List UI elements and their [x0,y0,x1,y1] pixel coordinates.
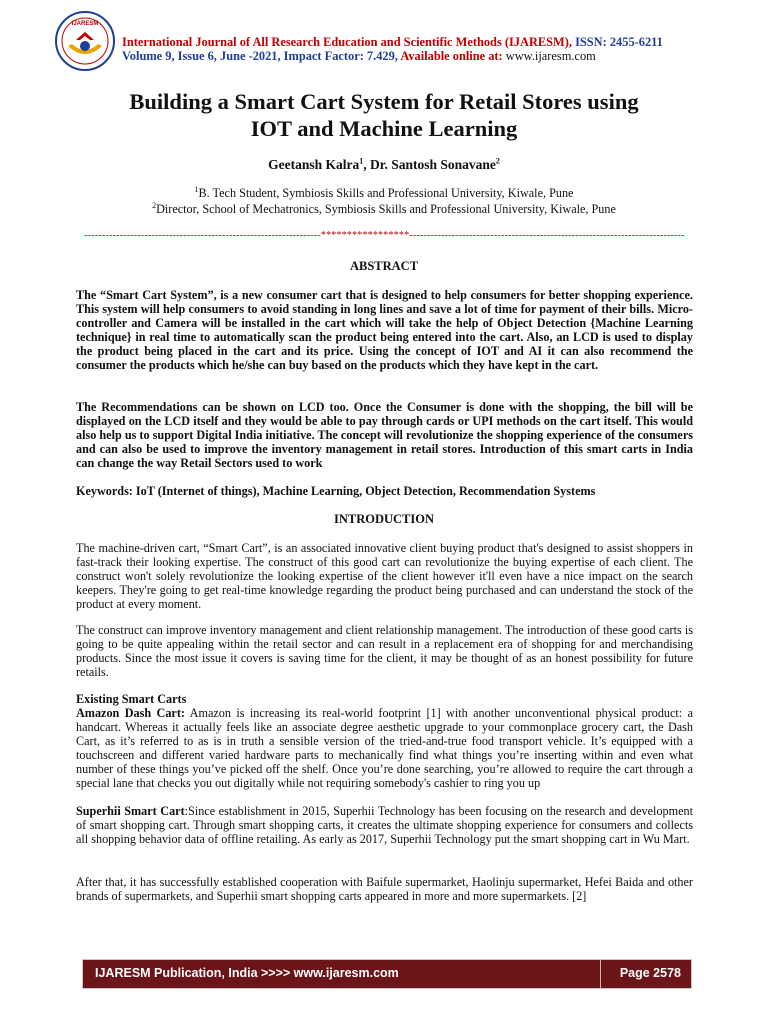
keywords: Keywords: IoT (Internet of things), Machine Learning, Object Detection, Recommendation Systems [76,484,596,498]
journal-name: International Journal of All Research Education and Scientific Methods (IJARESM), [122,35,572,49]
logo-text: IJARESM [71,21,99,27]
authors [0,157,768,173]
title-line-2: IOT and Machine Learning [250,116,518,141]
abstract-heading: ABSTRACT [349,259,419,273]
introduction-heading: INTRODUCTION [333,512,434,526]
affiliation-2-sup: 2 [152,200,157,210]
intro-paragraph-2: The construct can improve inventory management and client relationship management. The introduction of these good carts is going to be quite appealing within the retail sector and can result in a replacement era of shopping for and merchandising products. Since the most issue it covers is saving time for the client, it may be thought of as an honest possibility for future retails. [76,623,693,680]
affiliation-1-sup: 1 [194,184,199,194]
journal-url[interactable]: www.ijaresm.com [502,49,596,63]
author-1: Geetansh Kalra [268,157,360,172]
affiliation-1-text: B. Tech Student, Symbiosis Skills and Professional University, Kiwale, Pune [198,186,574,200]
journal-issn: ISSN: 2455-6211 [571,35,663,49]
superhii-paragraph [76,804,693,846]
page-footer [82,959,692,989]
superhii-label: Superhii Smart Cart [76,804,185,818]
affiliation-2 [0,202,768,217]
journal-logo [54,10,116,72]
footer-publisher[interactable]: IJARESM Publication, India >>>> www.ijaresm.com [95,966,399,980]
author-2: , Dr. Santosh Sonavane [363,157,496,172]
journal-volume: Volume 9, Issue 6, June -2021, Impact Factor: 7.429, [122,49,398,63]
amazon-dash-text: Amazon is increasing its real-world footprint [1] with another unconventional physical product: a handcart. Whereas it actually feels like an associate degree aesthetic upgrade to your commonplace grocery cart, the Dash Cart, as it’s referred to as is in truth a sensible version of the tried-and-true food transport vehicle. It’s equipped with a touchscreen and different varied hardware parts to mechanically find what things you’re inserting within and even what number of these things you’ve picked off the shelf. Once you’re done searching, you’re allowed to require the cart through a special lane that checks you out digitally while not requiring somebody's cashier to ring you up [76,706,693,791]
footer-page-number: Page 2578 [619,966,681,980]
abstract-paragraph-1: The “Smart Cart System”, is a new consumer cart that is designed to help consumers for better shopping experience. This system will help consumers to avoid standing in long lines and save a lot of time for payment of their bills. Micro-controller and Camera will be installed in the cart which will take the help of Object Detection {Machine Learning technique} in real time to automatically scan the product being entered into the cart. Also, an LCD is used to display the product being placed in the cart and its price. Using the concept of IOT and AI it can also recommend the consumer the products which he/she can buy based on the products which they have kept in the cart. [76,288,693,373]
section-divider: -------------------------------------------------------------------*****************------------------------------------------------------------------------------ [84,230,685,241]
amazon-dash-paragraph [76,706,693,791]
footer-separator [600,960,601,988]
affiliation-1 [0,186,768,201]
author-1-sup: 1 [359,156,364,166]
title-line-1: Building a Smart Cart System for Retail Stores using [129,89,639,114]
paper-title [40,88,728,142]
superhii-text: :Since establishment in 2015, Superhii Technology has been focusing on the research and development of smart shopping cart. Through smart shopping carts, it creates the ultimate shopping experience for consumers and collects all shopping behavior data of offline retailing. As early as 2017, Superhii Technology put the smart shopping cart in Wu Mart. [76,804,693,847]
existing-smart-carts-heading: Existing Smart Carts [76,692,187,706]
author-2-sup: 2 [495,156,500,166]
available-online: Available online at: [397,49,503,63]
intro-paragraph-after: After that, it has successfully established cooperation with Baifule supermarket, Haolinju supermarket, Hefei Baida and other brands of supermarkets, and Superhii smart shopping carts appeared in more and more supermarkets. [2] [76,875,693,904]
intro-paragraph-1: The machine-driven cart, “Smart Cart”, is an associated innovative client buying product that's designed to assist shoppers in fast-track their looking expertise. The construct of this good cart can revolutionize the buying expertise of each client. The construct won't solely revolutionize the looking expertise of the client however it'll even have a nice impact on the search keepers. They're going to get real-time knowledge regarding the product being purchased and can understand the stock of the product at every moment. [76,541,693,612]
affiliation-2-text: Director, School of Mechatronics, Symbiosis Skills and Professional University, Kiwale, Pune [156,202,616,216]
abstract-paragraph-2: The Recommendations can be shown on LCD too. Once the Consumer is done with the shopping, the bill will be displayed on the LCD itself and they would be able to pay through cards or UPI methods on the cart itself. This would also help us to support Digital India initiative. The concept will revolutionize the shopping experience of the consumers and can also be used to improve the inventory management in retail stores. Introduction of this smart carts in India can change the way Retail Sectors used to work [76,400,693,471]
amazon-dash-label: Amazon Dash Cart: [76,706,185,720]
